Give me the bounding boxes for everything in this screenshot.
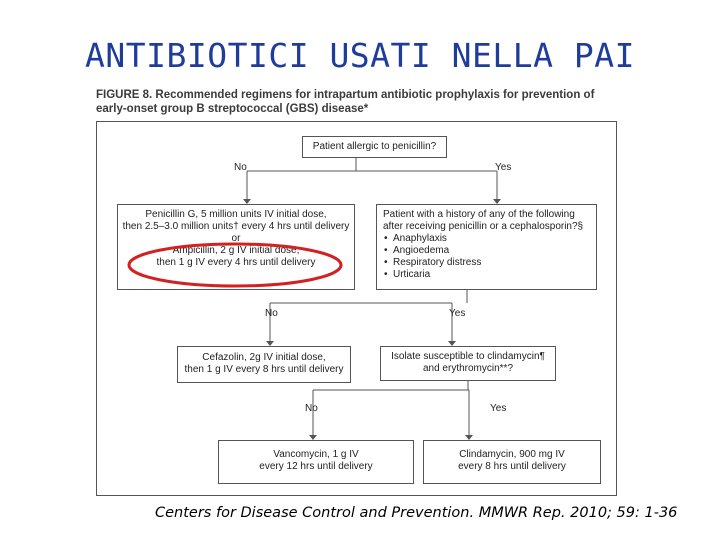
figure-heading-line1: FIGURE 8. Recommended regimens for intrapartum antibiotic prophylaxis for prevention of [96,89,595,101]
branch-label-no-2: No [265,308,278,319]
decision-allergic-box [302,136,447,158]
history-line1: Patient with a history of any of the following [383,209,575,220]
ampicillin-line2: then 1 g IV every 4 hrs until delivery [156,257,316,268]
branch-label-no-3: No [305,403,318,414]
decision-isolate-box [380,346,556,381]
penicillin-line2: then 2.5–3.0 million units† every 4 hrs until delivery [122,221,350,232]
ampicillin-line1: Ampicillin, 2 g IV initial dose, [172,245,300,256]
clindamycin-line1: Clindamycin, 900 mg IV [459,449,565,460]
penicillin-regimen-box [117,204,355,290]
reaction-list-item: • Respiratory distress [393,257,596,269]
cefazolin-line2: then 1 g IV every 8 hrs until delivery [184,364,344,375]
isolate-line2: and erythromycin**? [422,363,514,374]
branch-label-yes-2: Yes [449,308,466,319]
clindamycin-line2: every 8 hrs until delivery [458,461,566,472]
figure-heading-line2: early-onset group B streptococcal (GBS) disease* [96,103,369,115]
branch-label-yes-1: Yes [495,162,512,173]
penicillin-or: or [231,233,241,244]
vancomycin-line1: Vancomycin, 1 g IV [273,449,359,460]
vancomycin-regimen-box [218,440,414,484]
slide-title: ANTIBIOTICI USATI NELLA PAI [85,36,635,75]
cefazolin-line1: Cefazolin, 2g IV initial dose, [202,352,326,363]
flowchart-frame [96,121,617,496]
reaction-list-item: • Anaphylaxis [393,233,596,245]
reaction-list-item: • Angioedema [393,245,596,257]
reaction-list-item: • Urticaria [393,269,596,281]
isolate-line1: Isolate susceptible to clindamycin¶ [391,351,545,362]
figure-heading [96,88,626,116]
cefazolin-regimen-box [177,346,351,383]
branch-label-yes-3: Yes [490,403,507,414]
vancomycin-line2: every 12 hrs until delivery [259,461,373,472]
clindamycin-regimen-box [423,440,601,484]
citation-text: Centers for Disease Control and Prevention. MMWR Rep. 2010; 59: 1-36 [155,505,678,521]
history-line2: after receiving penicillin or a cephalosporin?§ [383,221,584,232]
penicillin-line1: Penicillin G, 5 million units IV initial dose, [145,209,327,220]
reaction-list [383,233,596,281]
decision-allergic-text: Patient allergic to penicillin? [312,141,437,152]
branch-label-no-1: No [234,162,247,173]
allergy-history-box [376,204,597,290]
